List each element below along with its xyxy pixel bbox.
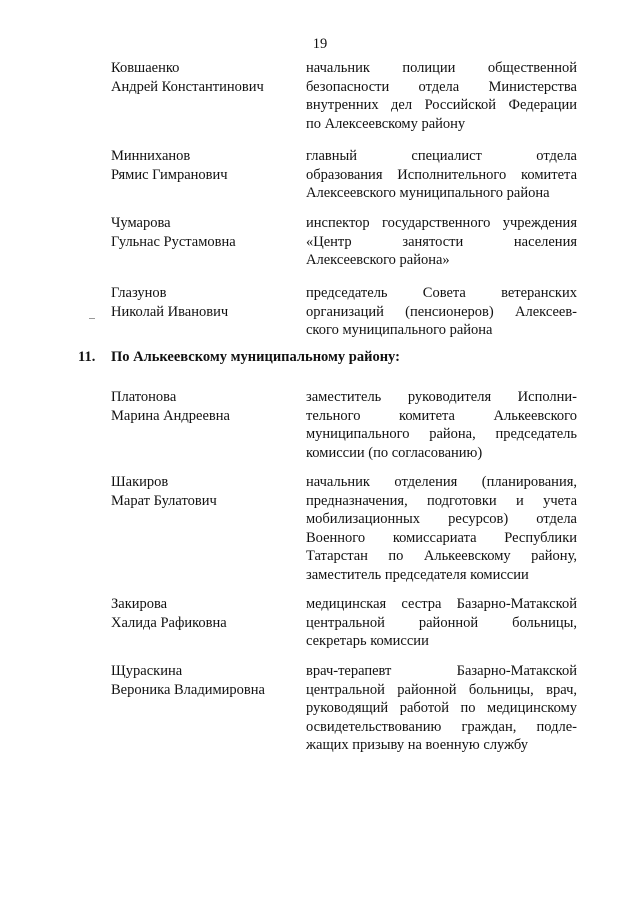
role-line: тельного комитета Алькеевского [306,407,577,424]
role-line: главный специалист отдела [306,148,577,164]
member-role [306,473,577,584]
member-surname: Минниханов [111,148,191,164]
role-line: руководящий работой по медицинскому [306,700,577,716]
member-surname: Щураскина [111,663,183,679]
member-role [306,388,577,462]
member-name [111,473,301,510]
member-surname: Глазунов [111,285,167,301]
member-surname: Ковшаенко [111,60,180,76]
role-line: мобилизационных ресурсов) отдела [306,511,577,527]
role-line: «Центр занятости населения [306,233,577,250]
role-line: центральной районной больницы, [306,614,577,631]
role-line: муниципального района, председатель [306,426,577,442]
role-line: безопасности отдела Министерства [306,78,577,95]
page-number: 19 [312,36,328,52]
member-given-name: Николай Иванович [111,303,229,320]
role-line: начальник полиции общественной [306,60,577,76]
member-role [306,147,577,203]
member-given-name: Халида Рафиковна [111,614,227,631]
member-name [111,662,301,699]
member-role [306,214,577,270]
role-line: ского муниципального района [306,322,493,338]
section-number: 11. [78,349,96,365]
role-line: внутренних дел Российской Федерации [306,97,577,113]
member-role [306,59,577,133]
member-name [111,388,301,425]
member-given-name: Гульнас Рустамовна [111,233,236,250]
member-given-name: Андрей Константинович [111,78,264,95]
member-name [111,214,301,251]
role-line: Татарстан по Алькеевскому району, [306,548,577,564]
member-surname: Шакиров [111,474,169,490]
member-given-name: Марина Андреевна [111,407,230,424]
margin-mark [89,318,95,319]
member-name [111,284,301,321]
member-role [306,662,577,755]
role-line: председатель Совета ветеранских [306,285,577,301]
role-line: Алексеевского района» [306,252,450,268]
role-line: заместитель председателя комиссии [306,566,529,583]
role-line: начальник отделения (планирования, [306,474,577,490]
role-line: организаций (пенсионеров) Алексеев- [306,303,577,320]
role-line: инспектор государственного учреждения [306,215,577,231]
member-surname: Закирова [111,596,168,612]
role-line: освидетельствованию граждан, подле- [306,718,577,735]
role-line: медицинская сестра Базарно-Матакской [306,596,577,612]
role-line: Военного комиссариата Республики [306,529,577,546]
role-line: комиссии (по согласованию) [306,444,483,461]
member-surname: Чумарова [111,215,171,231]
role-line: врач-терапевт Базарно-Матакской [306,663,577,679]
section-title: По Алькеевскому муниципальному району: [111,349,400,365]
member-name [111,59,301,96]
role-line: секретарь комиссии [306,633,429,649]
member-given-name: Рямис Гимранович [111,166,228,183]
role-line: жащих призыву на военную службу [306,737,529,753]
member-name [111,147,301,184]
member-given-name: Вероника Владимировна [111,681,265,698]
role-line: предназначения, подготовки и учета [306,492,577,509]
role-line: Алексеевского муниципального района [306,185,550,201]
member-role [306,595,577,651]
member-surname: Платонова [111,389,177,405]
role-line: по Алексеевскому району [306,115,466,132]
role-line: центральной районной больницы, врач, [306,681,577,698]
member-name [111,595,301,632]
section-heading [78,348,400,366]
member-given-name: Марат Булатович [111,492,217,509]
member-role [306,284,577,340]
role-line: заместитель руководителя Исполни- [306,389,577,405]
role-line: образования Исполнительного комитета [306,166,577,183]
